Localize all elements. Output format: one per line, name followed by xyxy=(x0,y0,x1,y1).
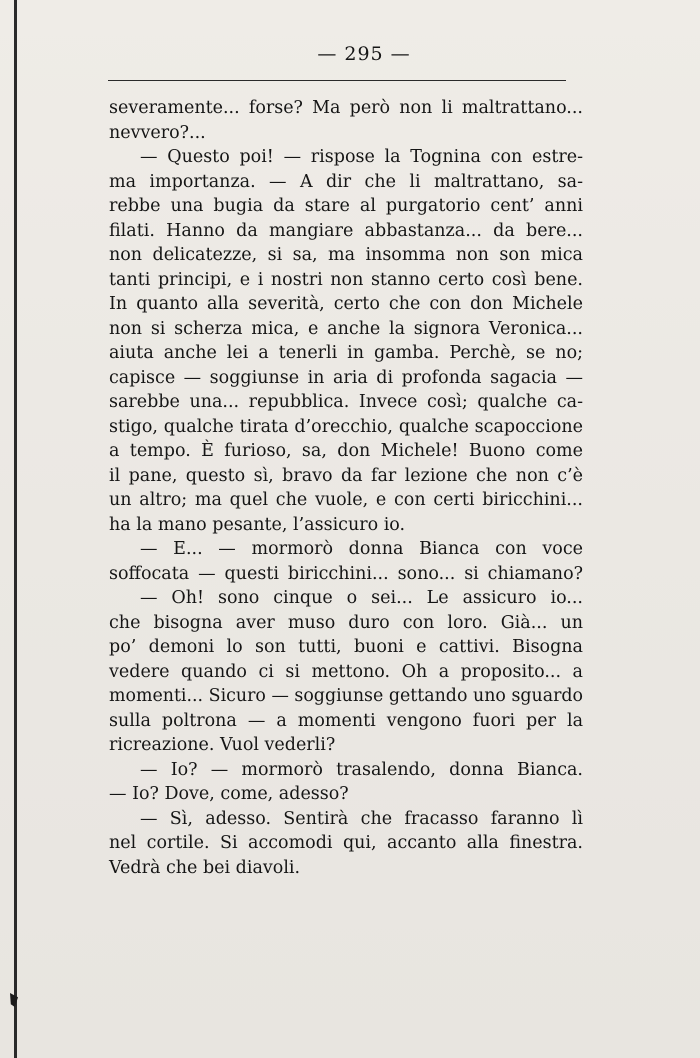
text-line: severamente... forse? Ma però non li maltrattano... xyxy=(109,98,583,118)
text-line: — Sì, adesso. Sentirà che fracasso faranno lì xyxy=(140,808,583,829)
text-line: vedere quando ci si mettono. Oh a proposito... a xyxy=(109,661,583,682)
text-line: rebbe una bugia da stare al purgatorio cent’ anni xyxy=(109,196,583,216)
text-line: — Io? Dove, come, adesso? xyxy=(109,784,349,804)
text-line: non delicatezze, si sa, ma insomma non son mica xyxy=(109,245,583,265)
text-line: stigo, qualche tirata d’orecchio, qualche scapoccione xyxy=(109,416,583,437)
text-line: soffocata — questi biricchini... sono... si chiamano? xyxy=(109,563,583,584)
text-line: un altro; ma quel che vuole, e con certi biricchini... xyxy=(109,490,583,510)
binding-edge xyxy=(14,0,17,1058)
header-rule xyxy=(108,80,566,81)
text-line: — E... — mormorò donna Bianca con voce xyxy=(140,539,583,559)
text-line: ricreazione. Vuol vederli? xyxy=(109,735,336,755)
text-line: sulla poltrona — a momenti vengono fuori per la xyxy=(109,710,583,731)
text-line: il pane, questo sì, bravo da far lezione che non c’è xyxy=(109,465,583,486)
text-line: — Oh! sono cinque o sei... Le assicuro io... xyxy=(140,588,583,608)
text-line: — Questo poi! — rispose la Tognina con estre- xyxy=(140,147,583,167)
text-line: che bisogna aver muso duro con loro. Già... un xyxy=(109,612,583,633)
text-line: nel cortile. Si accomodi qui, accanto alla finestra. xyxy=(109,833,583,853)
text-line: Vedrà che bei diavoli. xyxy=(109,857,301,878)
text-line: ha la mano pesante, l’assicuro io. xyxy=(109,514,406,535)
text-line: tanti principi, e i nostri non stanno certo così bene. xyxy=(109,269,583,290)
text-line: In quanto alla severità, certo che con don Michele xyxy=(109,294,583,314)
text-line: a tempo. È furioso, sa, don Michele! Buono come xyxy=(109,441,583,461)
text-line: sarebbe una... repubblica. Invece così; qualche ca- xyxy=(109,392,583,412)
text-line: capisce — soggiunse in aria di profonda sagacia — xyxy=(109,367,583,388)
text-line: po’ demoni lo son tutti, buoni e cattivi. Bisogna xyxy=(109,637,583,657)
text-line: — Io? — mormorò trasalendo, donna Bianca. xyxy=(140,759,583,780)
text-line: nevvero?... xyxy=(109,122,206,143)
page-text xyxy=(109,96,583,880)
text-line: momenti... Sicuro — soggiunse gettando uno sguardo xyxy=(109,686,583,706)
text-line: aiuta anche lei a tenerli in gamba. Perchè, se no; xyxy=(109,343,583,363)
text-line: non si scherza mica, e anche la signora Veronica... xyxy=(109,318,583,339)
page-number: — 295 — xyxy=(317,43,411,65)
text-line: ma importanza. — A dir che li maltrattano, sa- xyxy=(109,171,583,192)
text-line: filati. Hanno da mangiare abbastanza... da bere... xyxy=(109,220,583,241)
